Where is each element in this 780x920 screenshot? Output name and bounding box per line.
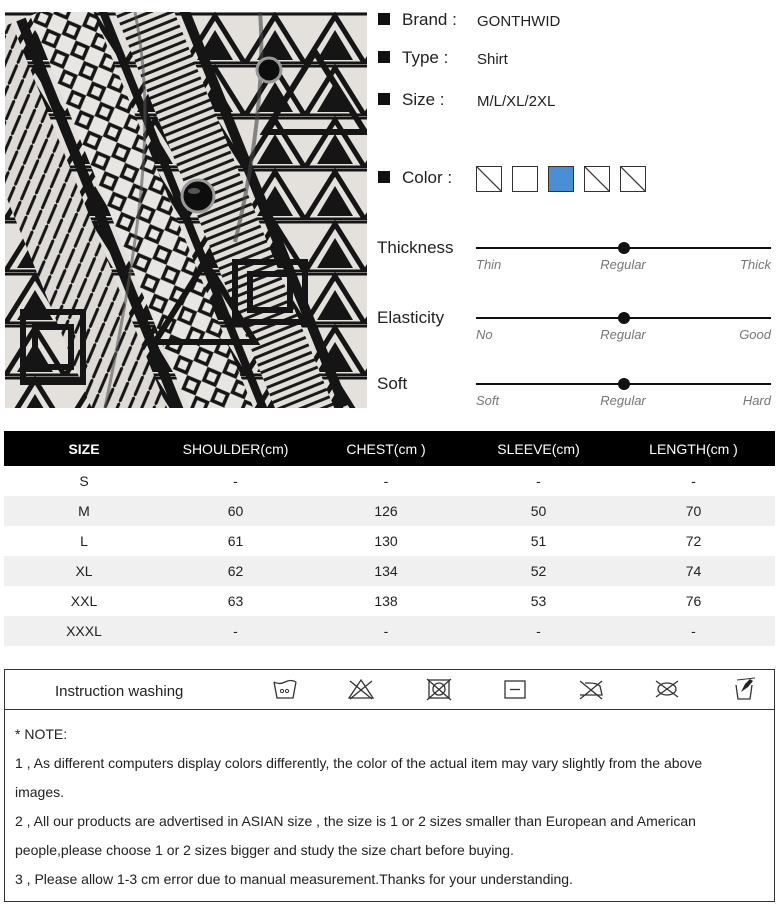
color-swatch[interactable] [620,166,646,192]
bullet-square-icon [378,93,390,105]
table-cell: 50 [465,496,612,526]
scale-indicator [618,312,630,324]
bullet-square-icon [378,51,390,63]
note-line-2: 2 , All our products are advertised in ASIAN size , the size is 1 or 2 sizes smaller than European and American [15,813,696,829]
scale-name: Thickness [377,238,454,257]
spec-size [378,90,556,110]
table-cell: 70 [612,496,775,526]
table-cell: - [536,473,541,489]
scale-label-high: Good [739,327,771,342]
table-cell: 134 [307,556,465,586]
table-cell: 53 [530,593,547,609]
notes-heading: * NOTE: [15,726,68,742]
table-row [4,466,775,496]
color-label: Color : [402,168,453,187]
table-cell: L [80,533,88,549]
note-line-1-cont: images. [15,784,65,800]
do-not-bleach-icon [347,676,375,702]
dry-flat-icon [501,676,529,702]
do-not-tumble-dry-icon [425,676,453,702]
type-value: Shirt [477,51,508,68]
note-line-3: 3 , Please allow 1-3 cm error due to manual measurement.Thanks for your understanding. [15,871,573,887]
color-swatch[interactable] [476,166,502,192]
color-swatch[interactable] [584,166,610,192]
scale-label-mid: Regular [600,327,646,342]
table-cell: 138 [374,593,398,609]
table-cell: 61 [227,533,244,549]
scale-name: Elasticity [377,308,445,327]
table-cell: - [465,616,612,646]
spec-brand [378,10,561,30]
type-label: Type : [402,48,449,67]
table-cell: - [383,473,389,489]
table-cell: S [79,473,89,489]
notes [15,720,770,894]
do-not-iron-icon [577,676,605,702]
brand-label: Brand : [402,10,457,29]
size-table-header-cell: SHOULDER(cm) [164,431,307,466]
color-swatch[interactable] [548,166,574,192]
size-table-header-cell: LENGTH(cm ) [612,431,775,466]
scale-label-low: Thin [476,257,502,272]
scale-label-low: Soft [476,393,500,408]
spec-type [378,48,508,68]
product-photo [5,12,367,408]
table-cell: 126 [307,496,465,526]
size-label: Size : [402,90,445,109]
washing-notes-box [4,669,775,902]
size-table [4,431,775,646]
table-cell: 51 [530,533,547,549]
table-cell: 63 [227,593,244,609]
table-cell: - [307,616,465,646]
scale-label-high: Thick [739,257,771,272]
size-value: M/L/XL/2XL [477,93,556,110]
scale-label-low: No [476,327,493,342]
bullet-square-icon [378,13,390,25]
table-row [4,496,775,526]
note-line-1: 1 , As different computers display colors differently, the color of the actual item may vary slightly from the above [15,755,703,771]
do-not-dry-clean-icon [653,676,681,702]
note-line-2-cont: people,please choose 1 or 2 sizes bigger and study the size chart before buying. [15,842,514,858]
table-row [4,616,775,646]
color-swatch[interactable] [512,166,538,192]
scale-label-mid: Regular [600,257,646,272]
table-cell: - [233,473,238,489]
table-cell: 52 [465,556,612,586]
table-cell: XL [4,556,164,586]
table-row [4,526,775,556]
scale-label-high: Hard [742,393,771,408]
washing-title: Instruction washing [55,683,184,700]
size-table-header-cell: SIZE [4,431,164,466]
scale-track [476,383,771,385]
scale-indicator [618,242,630,254]
table-cell: - [612,616,775,646]
do-not-wring-icon [731,676,759,702]
table-cell: 130 [374,533,398,549]
scale-track [476,247,771,249]
size-table-header-cell: SLEEVE(cm) [465,431,612,466]
table-row [4,586,775,616]
table-cell: XXL [70,593,98,609]
brand-value: GONTHWID [477,13,561,30]
bullet-square-icon [378,171,390,183]
table-cell: 74 [612,556,775,586]
table-cell: 60 [164,496,307,526]
spec-color [378,168,486,188]
scale-track [476,317,771,319]
washing-row [5,670,774,710]
scale-name: Soft [377,374,408,393]
size-table-header [4,431,775,466]
scale-label-mid: Regular [600,393,646,408]
table-cell: 72 [685,533,702,549]
table-cell: - [691,473,696,489]
table-row [4,556,775,586]
color-swatches [476,166,646,192]
size-table-header-cell: CHEST(cm ) [307,431,465,466]
scale-indicator [618,378,630,390]
table-cell: 62 [164,556,307,586]
table-cell: - [164,616,307,646]
hand-wash-icon [271,676,299,702]
table-cell: 76 [685,593,702,609]
table-cell: XXXL [4,616,164,646]
table-cell: M [4,496,164,526]
